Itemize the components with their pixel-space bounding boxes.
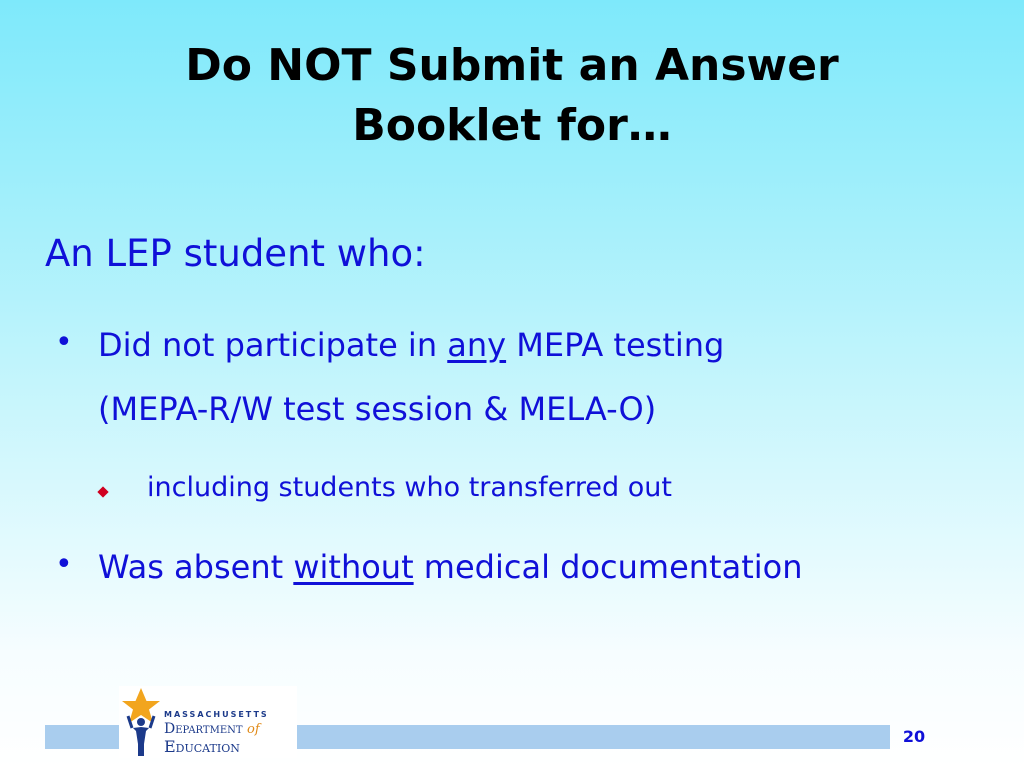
bullet-text [98, 535, 802, 599]
bullet-marker: • [55, 325, 73, 360]
logo-state-text: MASSACHUSETTS [164, 710, 269, 719]
bullet-text-after: medical documentation [413, 548, 803, 586]
slide-title-line-2: Booklet for… [352, 100, 672, 151]
slide-title-line-1: Do NOT Submit an Answer [185, 40, 839, 91]
bullet-text [98, 313, 724, 441]
bullet-text-before: Was absent [98, 548, 294, 586]
bullet-text-continuation: (MEPA-R/W test session & MELA-O) [98, 390, 657, 428]
bullet-text-emphasis: any [447, 326, 507, 364]
bullet-marker: • [55, 547, 73, 582]
bullet-text-after: MEPA testing [506, 326, 725, 364]
diamond-bullet-icon [97, 486, 108, 497]
bullet-text-emphasis: without [293, 548, 414, 586]
department-logo [119, 686, 297, 758]
section-heading: An LEP student who: [45, 232, 426, 275]
bullet-text-before: Did not participate in [98, 326, 448, 364]
logo-department-text [164, 721, 260, 737]
sub-bullet-text: including students who transferred out [147, 472, 672, 503]
logo-education-text: Education [164, 737, 240, 756]
star-figure-icon [119, 686, 163, 758]
page-number: 20 [902, 727, 926, 746]
logo-department-word: Department [164, 721, 243, 737]
logo-of-word: of [247, 722, 260, 737]
